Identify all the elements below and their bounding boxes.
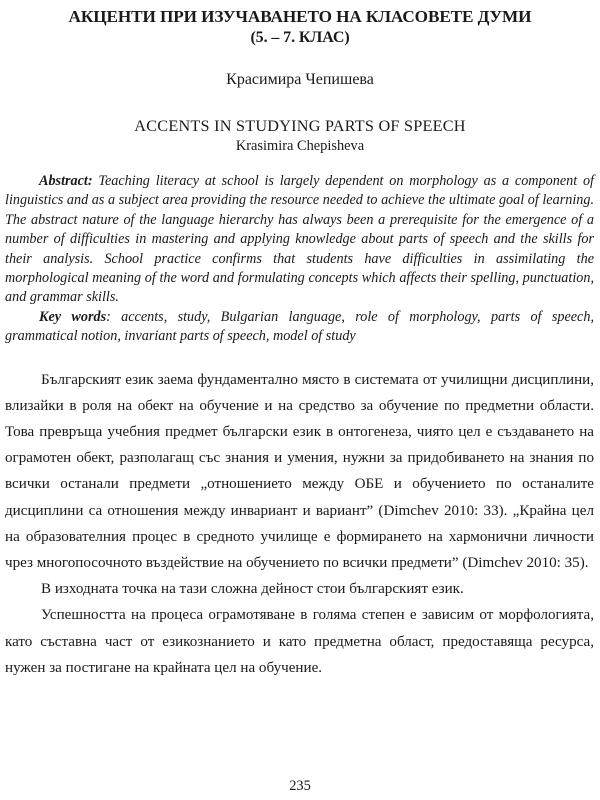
page-title-english: ACCENTS IN STUDYING PARTS OF SPEECH [134,117,466,135]
keywords-label: Key words [39,308,107,325]
keywords-text: : accents, study, Bulgarian language, role of morphology, parts of speech, grammatical notion, invariant parts of speech, model of study [5,308,594,345]
author-name-bulgarian: Красимира Чепишева [226,71,374,88]
page-title-bulgarian [4,6,596,48]
author-name-english: Krasimira Chepisheva [235,138,365,154]
abstract-label: Abstract: [39,173,93,189]
abstract-paragraph [5,172,594,308]
title-bulgarian-line-1: АКЦЕНТИ ПРИ ИЗУЧАВАНЕТО НА КЛАСОВЕТЕ ДУМИ [68,7,532,26]
page-number: 235 [289,778,311,794]
body-paragraph-1: Българският език заема фундаментално място в системата от училищни дисциплини, влизайки в роля на обект на обучение и на средство за обучение по предметни области. Това превръща учебния предмет български език в онтогенеза, чиято цел е създаването на ограмотен обект, разполагащ със знания и умения, нужни за придобиването на знания по всички останали предмети „отношението между ОБЕ и обучението по останалите дисциплини са отношения между инвариант и вариант” (Dimchev 2010: 33). „Крайна цел на образователния процес в средното училище е формирането на хармонични личности чрез многопосочното въздействие на обучението по всички предмети” (Dimchev 2010: 35). [5,371,594,572]
title-bulgarian-line-2: (5. – 7. КЛАС) [250,29,350,46]
abstract-text: Teaching literacy at school is largely dependent on morphology as a component of linguistics and as a subject area providing the resource needed to achieve the ultimate goal of learning. The abstract nature of the language hierarchy has always been a prerequisite for the emergence of a number of difficulties in mastering and applying knowledge about parts of speech and the skills for their analysis. School practice confirms that students have difficulties in assimilating the morphological meaning of the word and formulating concepts which affects their spelling, punctuation, and grammar skills. [5,173,594,306]
body-text [4,367,596,681]
body-paragraph-3: Успешността на процеса ограмотяване в голяма степен е зависим от морфологията, като съставна част от езикознанието и като предметна област, предоставяща ресурса, нужен за постигане на крайната цел на обучение. [5,607,594,676]
body-paragraph-2: В изходната точка на тази сложна дейност стои българският език. [41,581,464,598]
abstract-section [4,172,596,347]
keywords-paragraph [5,308,594,347]
